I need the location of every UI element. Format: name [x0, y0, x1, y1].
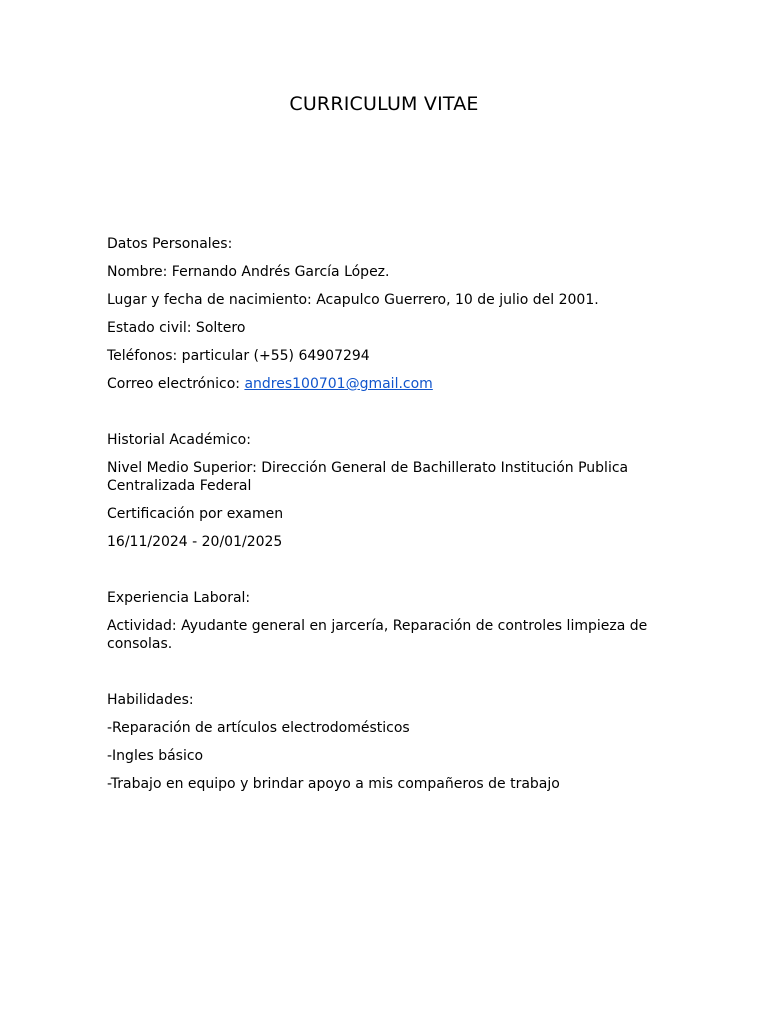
section-heading-skills: Habilidades:	[107, 692, 194, 708]
skill-item: -Reparación de artículos electrodomésticos	[107, 720, 410, 736]
section-heading-personal: Datos Personales:	[107, 236, 233, 252]
personal-phone: Teléfonos: particular (+55) 64907294	[107, 348, 370, 364]
section-spacer	[107, 561, 667, 589]
academic-dates: 16/11/2024 - 20/01/2025	[107, 534, 283, 550]
skill-item: -Trabajo en equipo y brindar apoyo a mis compañeros de trabajo	[107, 776, 560, 792]
personal-civil-status: Estado civil: Soltero	[107, 320, 246, 336]
email-label: Correo electrónico:	[107, 376, 245, 392]
personal-email-line	[107, 375, 667, 393]
section-spacer	[107, 403, 667, 431]
section-heading-academic: Historial Académico:	[107, 432, 251, 448]
section-heading-experience: Experiencia Laboral:	[107, 590, 251, 606]
document-body	[107, 235, 667, 803]
section-spacer	[107, 663, 667, 691]
page-title: CURRICULUM VITAE	[289, 93, 479, 115]
academic-level: Nivel Medio Superior: Dirección General de Bachillerato Institución Publica Centralizada Federal	[107, 460, 629, 494]
personal-birth: Lugar y fecha de nacimiento: Acapulco Guerrero, 10 de julio del 2001.	[107, 292, 599, 308]
personal-name: Nombre: Fernando Andrés García López.	[107, 264, 390, 280]
academic-certification: Certificación por examen	[107, 506, 284, 522]
skill-item: -Ingles básico	[107, 748, 204, 764]
experience-activity: Actividad: Ayudante general en jarcería, Reparación de controles limpieza de consolas.	[107, 618, 648, 652]
email-link[interactable]: andres100701@gmail.com	[244, 376, 433, 392]
